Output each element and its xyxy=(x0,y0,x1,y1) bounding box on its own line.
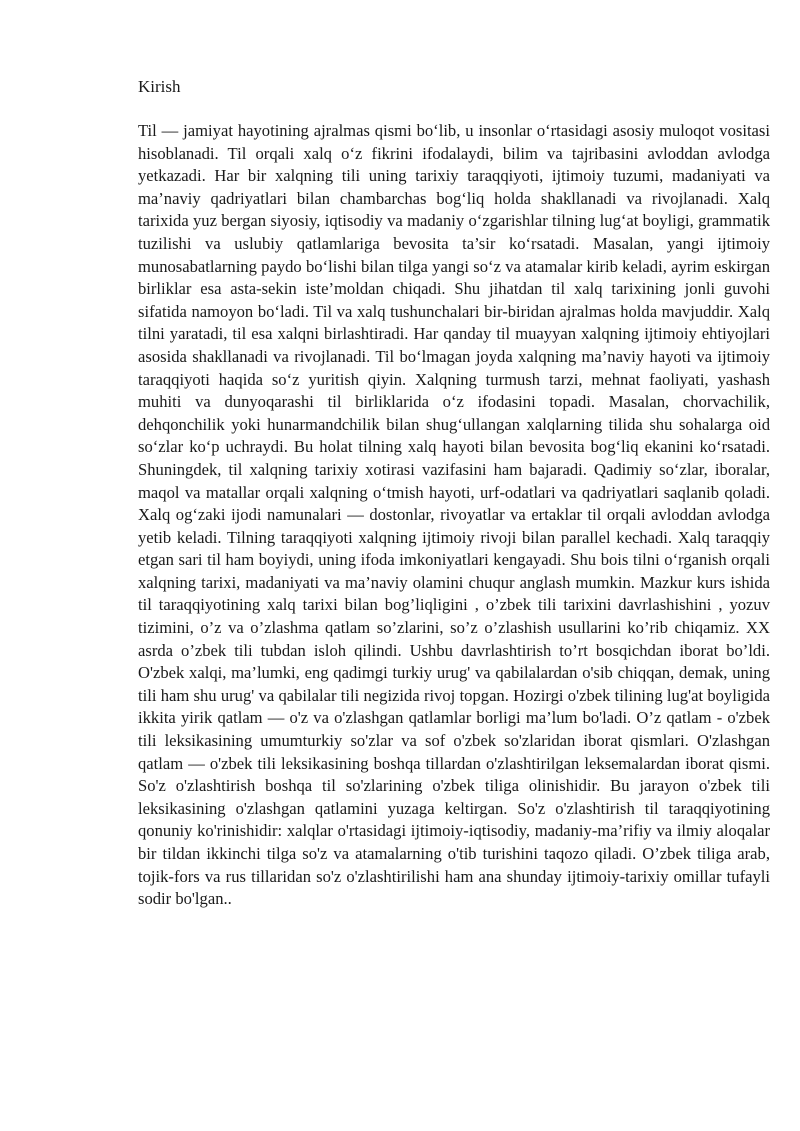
section-heading: Kirish xyxy=(138,77,181,96)
body-paragraph: Til — jamiyat hayotining ajralmas qismi bo‘lib, u insonlar o‘rtasidagi asosiy muloqot vositasi hisoblanadi. Til orqali xalq o‘z fikrini ifodalaydi, bilim va tajribasini avloddan avlodga yetkazadi. Har bir xalqning tili uning tarixiy taraqqiyoti, ijtimoiy tuzumi, madaniyati va ma’naviy qadriyatlari bilan chambarchas bog‘liq holda shakllanadi va rivojlanadi. Xalq tarixida yuz bergan siyosiy, iqtisodiy va madaniy o‘zgarishlar tilning lug‘at boyligi, grammatik tuzilishi va uslubiy qatlamlariga bevosita ta’sir ko‘rsatadi. Masalan, yangi ijtimoiy munosabatlarning paydo bo‘lishi bilan tilga yangi so‘z va atamalar kirib keladi, ayrim eskirgan birliklar esa asta-sekin iste’moldan chiqadi. Shu jihatdan til xalq tarixining jonli guvohi sifatida namoyon bo‘ladi. Til va xalq tushunchalari bir-biridan ajralmas holda mavjuddir. Xalq tilni yaratadi, til esa xalqni birlashtiradi. Har qanday til muayyan xalqning ijtimoiy ehtiyojlari asosida shakllanadi va rivojlanadi. Til bo‘lmagan joyda xalqning ma’naviy hayoti va ijtimoiy taraqqiyoti haqida so‘z yuritish qiyin. Xalqning turmush tarzi, mehnat faoliyati, yashash muhiti va dunyoqarashi til birliklarida o‘z ifodasini topadi. Masalan, chorvachilik, dehqonchilik yoki hunarmandchilik bilan shug‘ullangan xalqlarning tilida shu sohalarga oid so‘zlar ko‘p uchraydi. Bu holat tilning xalq hayoti bilan bevosita bog‘liq ekanini ko‘rsatadi. Shuningdek, til xalqning tarixiy xotirasi vazifasini ham bajaradi. Qadimiy so‘zlar, iboralar, maqol va matallar orqali xalqning o‘tmish hayoti, urf-odatlari va qadriyatlari saqlanib qoladi. Xalq og‘zaki ijodi namunalari — dostonlar, rivoyatlar va ertaklar til orqali avloddan avlodga yetib keladi. Tilning taraqqiyoti xalqning ijtimoiy rivoji bilan parallel kechadi. Xalq taraqqiy etgan sari til ham boyiydi, uning ifoda imkoniyatlari kengayadi. Shu bois tilni o‘rganish orqali xalqning tarixi, madaniyati va ma’naviy olamini chuqur anglash mumkin. Mazkur kurs ishida til taraqqiyotining xalq tarixi bilan bog’liqligini , o’zbek tili tarixini davrlashishini , yozuv tizimini, o’z va o’zlashma qatlam so’zlarini, so’z o’zlashish usullarini ko’rib chiqamiz. XX asrda o’zbek tili tubdan isloh qilindi. Ushbu davrlashtirish to’rt bosqichdan iborat bo’ldi. O'zbek xalqi, ma’lumki, eng qadimgi turkiy urug' va qabilalardan o'sib chiqqan, demak, uning tili ham shu urug' va qabilalar tili negizida rivoj topgan. Hozirgi o'zbek tilining lug'at boyligida ikkita yirik qatlam — o'z va o'zlashgan qatlamlar borligi ma’lum bo'ladi. O’z qatlam - o'zbek tili leksikasining umumturkiy so'zlar va sof o'zbek so'zlaridan iborat qismlari. O'zlashgan qatlam — o'zbek tili leksikasining boshqa tillardan o'zlashtirilgan leksemalardan iborat qismi. So'z o'zlashtirish boshqa til so'zlarining o'zbek tiliga olinishidir. Bu jarayon o'zbek tili leksikasining o'zlashgan qatlamini yuzaga keltirgan. So'z o'zlashtirish til taraqqiyotining qonuniy ko'rinishidir: xalqlar o'rtasidagi ijtimoiy-iqtisodiy, madaniy-ma’rifiy va ilmiy aloqalar bir tildan ikkinchi tilga so'z va atamalarning o'tib turishini taqozo qiladi. O’zbek tiliga arab, tojik-fors va rus tillaridan so'z o'zlashtirilishi ham ana shunday ijtimoiy-tarixiy omillar tufayli sodir bo'lgan.. xyxy=(138,121,770,909)
